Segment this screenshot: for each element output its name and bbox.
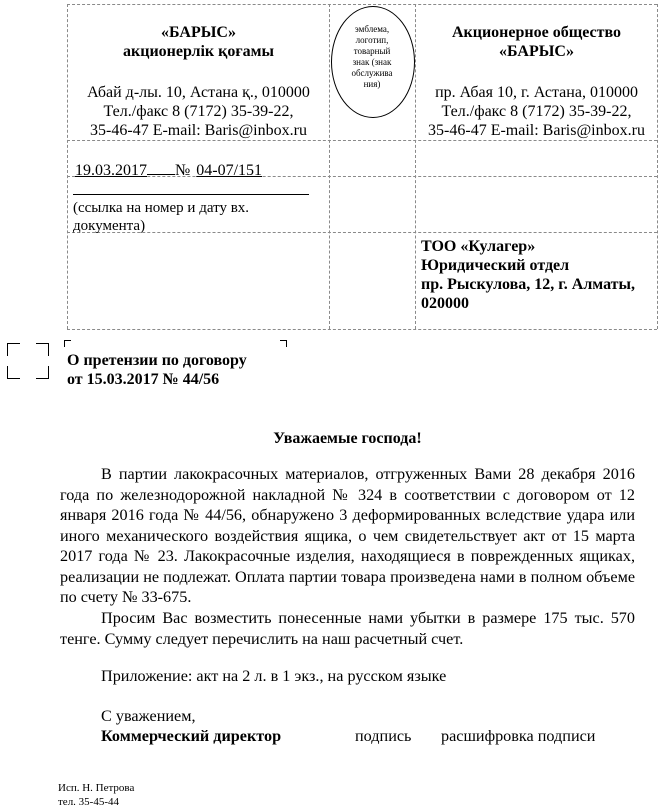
number-sign: №: [175, 162, 191, 179]
emblem-text-line: ния): [363, 79, 381, 89]
executor-name: Исп. Н. Петрова: [58, 782, 135, 794]
org-name-kazakh: [68, 23, 329, 61]
signature-decode: расшифровка подписи: [441, 727, 596, 745]
grid-line: [67, 4, 657, 5]
addressee-line: Юридический отдел: [421, 257, 570, 274]
body-paragraph: [60, 464, 635, 608]
salutation: Уважаемые господа!: [273, 430, 422, 447]
emblem-text-line: товарный: [353, 46, 391, 56]
corner-mark: [64, 340, 71, 347]
address-line: Тел./факс 8 (7172) 35-39-22,: [103, 103, 294, 120]
address-line: Тел./факс 8 (7172) 35-39-22,: [441, 103, 632, 120]
body-paragraph: [60, 608, 635, 649]
grid-line: [329, 4, 330, 329]
address-line: Абай д-лы. 10, Астана қ., 010000: [87, 84, 310, 101]
document-number: 04-07/151: [196, 162, 263, 179]
grid-line: [657, 4, 658, 329]
registration-line: [75, 160, 325, 180]
executor-phone: тел. 35-45-44: [58, 796, 120, 808]
subject-line: О претензии по договору: [67, 352, 247, 369]
grid-line: [67, 140, 657, 141]
emblem-text-line: эмблема,: [354, 24, 390, 34]
addressee-block: [421, 237, 657, 313]
address-line: 35-46-47 E-mail: Baris@inbox.ru: [90, 122, 307, 139]
emblem-text-line: логотип,: [355, 35, 389, 45]
document-date: 19.03.2017: [75, 162, 147, 179]
org-name-line: «БАРЫС»: [499, 43, 574, 60]
address-kazakh: [68, 83, 329, 140]
subject-line: от 15.03.2017 № 44/56: [67, 371, 220, 388]
org-name-line: «БАРЫС»: [161, 24, 236, 41]
reference-line: [73, 194, 309, 195]
paragraph-text: В партии лакокрасочных материалов, отгруженных Вами 28 декабря 2016 года по железнодорожной накладной № 324 в соответствии с договором от 12 января 2016 года № 44/56, обнаружено 3 деформированных вследствие удара или иного механического воздействия ящика, о чем свидетельствует акт от 15 марта 2017 года № 23. Лакокрасочные изделия, находящиеся в поврежденных ящиках, реализации не подлежат. Оплата партии товара произведена нами в полном объеме по счету № 33-675.: [60, 465, 635, 606]
signature-placeholder: подпись: [355, 727, 412, 745]
signer-position: Коммерческий директор: [101, 727, 282, 745]
reference-note-line: документа): [73, 218, 146, 234]
reference-note-line: (ссылка на номер и дату вх.: [73, 200, 250, 216]
addressee-line: пр. Рыскулова, 12, г. Алматы,: [421, 276, 636, 293]
corner-mark: [36, 343, 49, 356]
org-name-line: Акционерное общество: [451, 24, 622, 41]
paragraph-text: Просим Вас возместить понесенные нами убытки в размере 175 тыс. 570 тенге. Сумму следует перечислить на наш расчетный счет.: [60, 609, 635, 648]
emblem-text: [336, 24, 408, 90]
corner-mark: [36, 366, 49, 379]
corner-mark: [280, 340, 287, 347]
address-line: пр. Абая 10, г. Астана, 010000: [435, 84, 638, 101]
date-blank: [147, 160, 175, 175]
emblem-text-line: знак (знак: [352, 57, 392, 67]
corner-mark: [7, 366, 20, 379]
addressee-line: 020000: [421, 295, 469, 312]
reference-note: [73, 199, 323, 235]
attachment-text: Приложение: акт на 2 л. в 1 экз., на русском языке: [101, 667, 447, 685]
grid-line: [67, 329, 657, 330]
address-russian: [416, 83, 657, 140]
emblem-text-line: обслужива: [351, 68, 393, 78]
org-name-russian: [416, 23, 657, 61]
attachment-line: [60, 666, 635, 687]
addressee-line: ТОО «Кулагер»: [421, 238, 536, 255]
regards: С уважением,: [101, 707, 196, 725]
org-name-line: акционерлік қоғамы: [123, 43, 274, 60]
letter-subject: [67, 351, 327, 389]
address-line: 35-46-47 E-mail: Baris@inbox.ru: [428, 122, 645, 139]
corner-mark: [7, 343, 20, 356]
